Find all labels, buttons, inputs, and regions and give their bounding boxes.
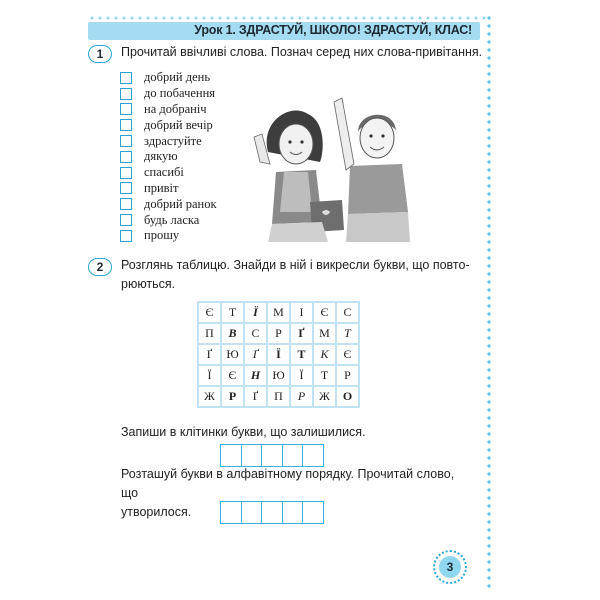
answer-cell[interactable]	[241, 444, 263, 467]
answer-cells-row-2	[220, 501, 323, 524]
letter-cell[interactable]: С	[244, 323, 267, 344]
word-checkbox[interactable]	[120, 103, 132, 115]
letter-cell[interactable]: Т	[290, 344, 313, 365]
letter-cell[interactable]: С	[336, 302, 359, 323]
answer-cell[interactable]	[302, 501, 324, 524]
greeting-word-item	[120, 149, 217, 165]
letter-cell[interactable]: Р	[290, 386, 313, 407]
letter-cell[interactable]: Ю	[267, 365, 290, 386]
letter-cell[interactable]: Т	[221, 302, 244, 323]
letter-cell[interactable]: Ж	[313, 386, 336, 407]
letter-cell[interactable]: Т	[336, 323, 359, 344]
right-dot-border	[485, 14, 495, 589]
letter-grid-row	[198, 302, 359, 323]
answer-cell[interactable]	[282, 444, 304, 467]
letter-cell[interactable]: Н	[244, 365, 267, 386]
letter-cell[interactable]: П	[198, 323, 221, 344]
word-checkbox[interactable]	[120, 230, 132, 242]
answer-cell[interactable]	[261, 501, 283, 524]
task-2-instruction-line-2: рюються.	[121, 277, 176, 291]
word-checkbox[interactable]	[120, 72, 132, 84]
word-label: здрастуйте	[144, 133, 202, 148]
letter-grid	[197, 301, 360, 408]
page-number: 3	[439, 556, 461, 578]
task-2-instruction-line-1: Розглянь таблицю. Знайди в ній і викресли букви, що повто-	[121, 258, 470, 272]
task-1-instruction: Прочитай ввічливі слова. Познач серед них слова-привітання.	[121, 45, 483, 59]
letter-cell[interactable]: В	[221, 323, 244, 344]
letter-cell[interactable]: Ж	[198, 386, 221, 407]
word-checkbox[interactable]	[120, 167, 132, 179]
word-label: до побачення	[144, 86, 216, 101]
greeting-words-list	[120, 70, 217, 244]
word-label: прошу	[144, 228, 180, 243]
word-label: спасибі	[144, 165, 184, 180]
task-2-number-badge: 2	[88, 258, 112, 276]
letter-cell[interactable]: Ї	[198, 365, 221, 386]
lesson-header-bar	[88, 22, 480, 40]
letter-cell[interactable]: Ї	[290, 365, 313, 386]
greeting-word-item	[120, 196, 217, 212]
top-dot-border	[88, 14, 486, 22]
word-checkbox[interactable]	[120, 119, 132, 131]
answer-cells-row-1	[220, 444, 323, 467]
answer-cell[interactable]	[282, 501, 304, 524]
word-label: добрий вечір	[144, 117, 213, 132]
word-checkbox[interactable]	[120, 182, 132, 194]
greeting-word-item	[120, 165, 217, 181]
word-label: будь ласка	[144, 212, 200, 227]
letter-cell[interactable]: Ї	[244, 302, 267, 323]
letter-cell[interactable]: Ї	[267, 344, 290, 365]
word-label: добрий ранок	[144, 196, 217, 211]
greeting-word-item	[120, 117, 217, 133]
letter-grid-row	[198, 365, 359, 386]
answer-cell[interactable]	[261, 444, 283, 467]
word-label: привіт	[144, 180, 179, 195]
greeting-word-item	[120, 212, 217, 228]
answer-cell[interactable]	[241, 501, 263, 524]
answer-cell[interactable]	[302, 444, 324, 467]
word-checkbox[interactable]	[120, 151, 132, 163]
letter-grid-row	[198, 386, 359, 407]
letter-cell[interactable]: Р	[336, 365, 359, 386]
letter-cell[interactable]: Ґ	[290, 323, 313, 344]
letter-cell[interactable]: Р	[267, 323, 290, 344]
word-label: добрий день	[144, 70, 211, 85]
answer-cell[interactable]	[220, 444, 242, 467]
answer-cell[interactable]	[220, 501, 242, 524]
word-label: на добраніч	[144, 101, 207, 116]
page-number-badge	[433, 550, 467, 584]
children-waving-illustration	[250, 92, 420, 242]
word-checkbox[interactable]	[120, 135, 132, 147]
letter-cell[interactable]: Р	[221, 386, 244, 407]
letter-cell[interactable]: М	[267, 302, 290, 323]
letter-cell[interactable]: Ґ	[244, 344, 267, 365]
letter-cell[interactable]: І	[290, 302, 313, 323]
lesson-title: Урок 1. ЗДРАСТУЙ, ШКОЛО! ЗДРАСТУЙ, КЛАС!	[194, 23, 472, 37]
greeting-word-item	[120, 102, 217, 118]
letter-cell[interactable]: Ю	[221, 344, 244, 365]
letter-cell[interactable]: О	[336, 386, 359, 407]
letter-grid-row	[198, 323, 359, 344]
task-1-number-badge: 1	[88, 45, 112, 63]
word-checkbox[interactable]	[120, 198, 132, 210]
letter-cell[interactable]: Є	[221, 365, 244, 386]
word-label: дякую	[144, 149, 178, 164]
letter-cell[interactable]: Т	[313, 365, 336, 386]
alphabet-order-instruction-line-1: Розташуй букви в алфавітному порядку. Прочитай слово, що	[121, 467, 455, 500]
write-remaining-letters-instruction: Запиши в клітинки букви, що залишилися.	[121, 425, 366, 439]
letter-cell[interactable]: П	[267, 386, 290, 407]
letter-cell[interactable]: Є	[336, 344, 359, 365]
alphabet-order-instruction-line-2: утворилося.	[121, 505, 192, 519]
greeting-word-item	[120, 133, 217, 149]
letter-cell[interactable]: Ґ	[244, 386, 267, 407]
greeting-word-item	[120, 70, 217, 86]
letter-cell[interactable]: Є	[313, 302, 336, 323]
letter-cell[interactable]: К	[313, 344, 336, 365]
greeting-word-item	[120, 86, 217, 102]
greeting-word-item	[120, 228, 217, 244]
greeting-word-item	[120, 181, 217, 197]
letter-cell[interactable]: М	[313, 323, 336, 344]
word-checkbox[interactable]	[120, 88, 132, 100]
letter-cell[interactable]: Є	[198, 302, 221, 323]
letter-grid-row	[198, 344, 359, 365]
word-checkbox[interactable]	[120, 214, 132, 226]
task-2-instruction	[121, 256, 471, 294]
letter-cell[interactable]: Ґ	[198, 344, 221, 365]
